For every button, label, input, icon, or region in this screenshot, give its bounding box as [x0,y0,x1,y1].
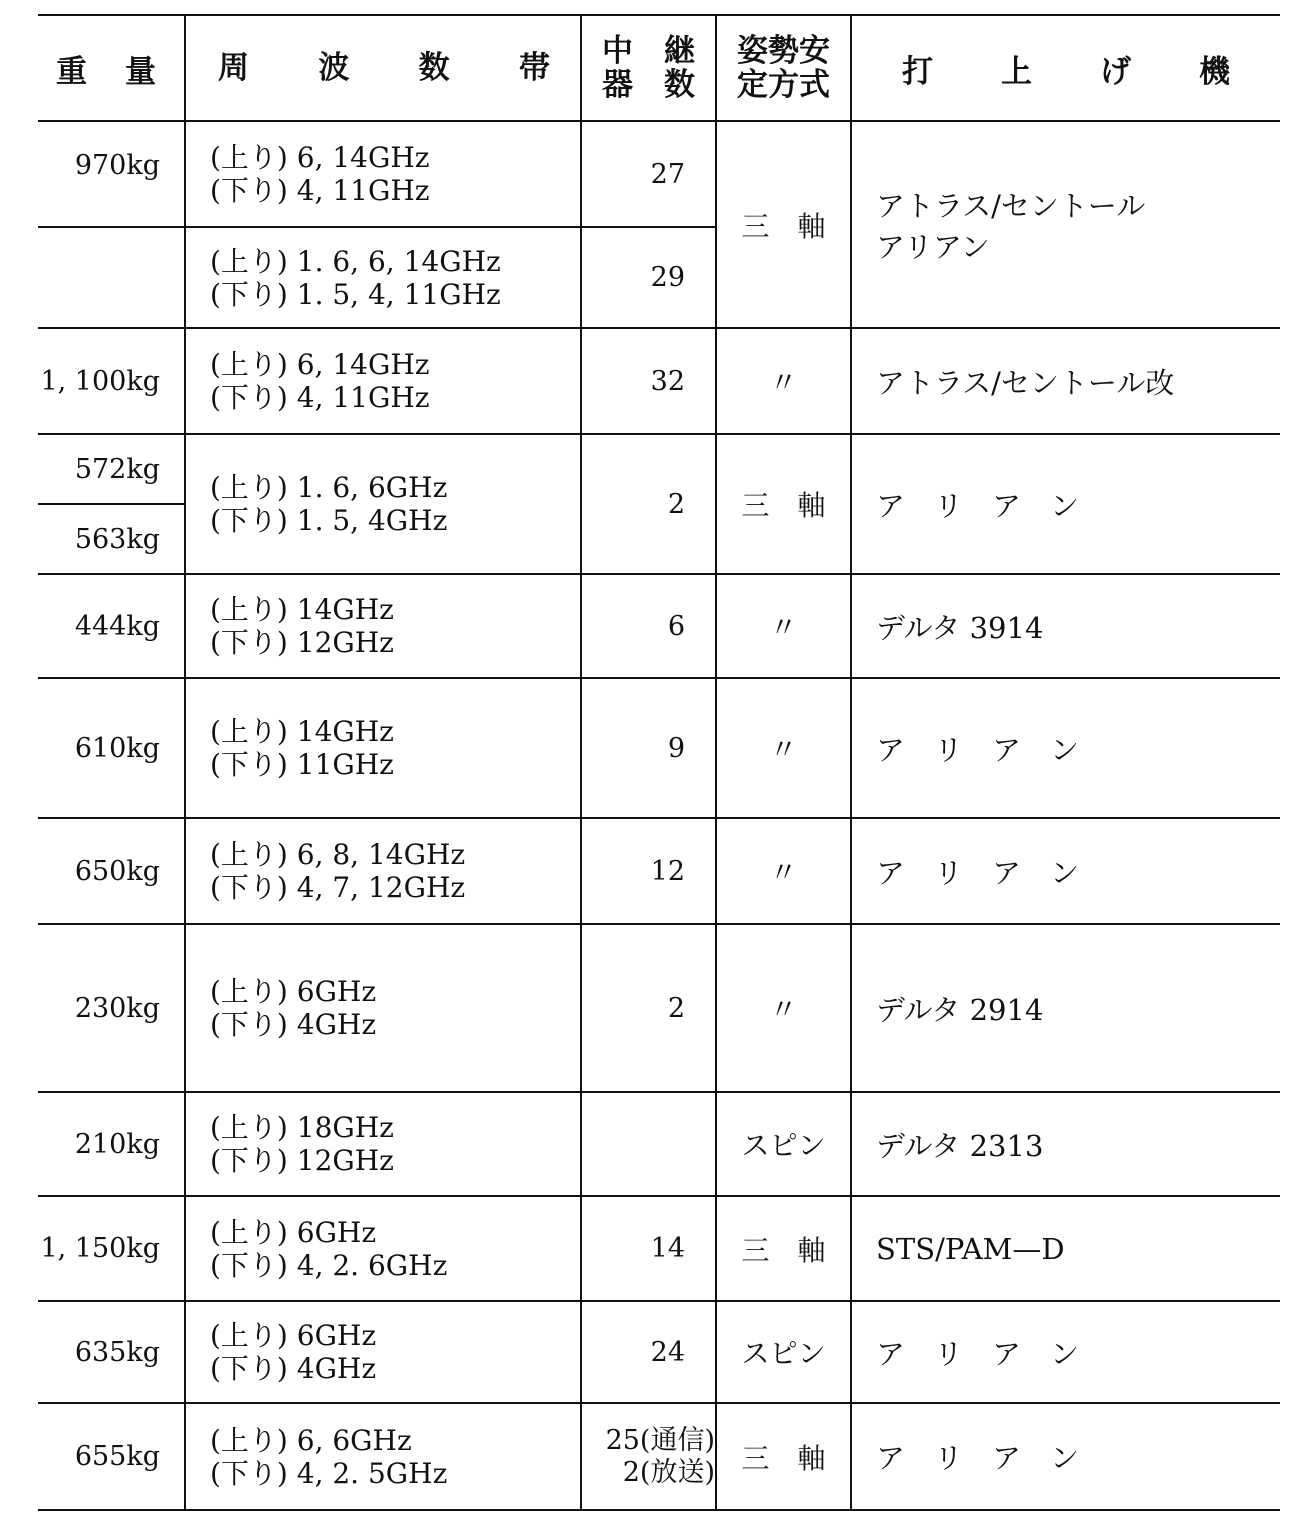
attitude-cell: 〃 [716,328,851,434]
launcher-cell: ア リ ア ン [851,1403,1280,1510]
frequency-cell [185,1196,581,1301]
weight-cell: 210kg [38,1092,185,1196]
frequency-cell [185,818,581,924]
table-row [38,1403,1280,1510]
attitude-cell: 三 軸 [716,1196,851,1301]
attitude-cell: スピン [716,1301,851,1403]
header-attitude-line: 姿勢安 [737,33,830,69]
uplink-text: (上り) 6, 6GHz [210,1423,412,1457]
launcher-text: アリアン [876,229,990,264]
downlink-text: (下り) 4, 11GHz [210,381,430,414]
downlink-text: (下り) 4, 7, 12GHz [210,871,466,904]
attitude-cell: 三 軸 [716,434,851,574]
uplink-text: (上り) 1. 6, 6GHz [210,471,448,504]
header-attitude-line: 定方式 [737,67,830,103]
launcher-text: アトラス/セントール [876,188,1146,223]
frequency-cell [185,328,581,434]
launcher-cell: ア リ ア ン [851,678,1280,818]
attitude-cell: 〃 [716,574,851,678]
table-row [38,678,1280,818]
uplink-text: (上り) 6, 14GHz [210,141,430,174]
table-row [38,1196,1280,1301]
repeater-cell: 6 [581,574,716,678]
weight-cell: 610kg [38,678,185,818]
table-row [38,1301,1280,1403]
downlink-text: (下り) 12GHz [210,1144,394,1177]
launcher-cell: ア リ ア ン [851,434,1280,574]
frequency-cell [185,121,581,227]
uplink-text: (上り) 6, 14GHz [210,348,430,381]
uplink-text: (上り) 6GHz [210,975,377,1008]
header-launcher-char: 機 [1199,53,1230,90]
launcher-cell: ア リ ア ン [851,818,1280,924]
launcher-cell [851,121,1280,328]
uplink-text: (上り) 6GHz [210,1319,377,1352]
weight-cell: 563kg [38,504,185,574]
weight-cell: 970kg [38,121,185,227]
frequency-cell [185,1301,581,1403]
header-weight-char: 量 [125,53,156,90]
downlink-text: (下り) 4GHz [210,1008,377,1041]
launcher-cell: アトラス/セントール改 [851,328,1280,434]
weight-cell: 650kg [38,818,185,924]
repeater-cell: 14 [581,1196,716,1301]
launcher-cell: デルタ 2914 [851,924,1280,1092]
attitude-cell: 〃 [716,924,851,1092]
frequency-cell [185,678,581,818]
downlink-text: (下り) 1. 5, 4, 11GHz [210,277,501,311]
repeater-cell: 24 [581,1301,716,1403]
launcher-cell: ア リ ア ン [851,1301,1280,1403]
weight-cell: 444kg [38,574,185,678]
header-frequency-band [185,15,581,121]
uplink-text: (上り) 1. 6, 6, 14GHz [210,244,501,278]
frequency-cell [185,434,581,574]
repeater-cell: 9 [581,678,716,818]
attitude-cell: スピン [716,1092,851,1196]
header-repeater-count [581,15,716,121]
repeater-cell: 2 [581,434,716,574]
header-row [38,15,1280,121]
repeater-cell [581,1403,716,1510]
downlink-text: (下り) 4, 2. 5GHz [210,1456,448,1490]
header-weight [38,15,185,121]
header-freq-char: 周 [218,49,249,86]
table-row [38,574,1280,678]
header-freq-char: 数 [418,49,450,86]
weight-cell: 635kg [38,1301,185,1403]
downlink-text: (下り) 11GHz [210,748,394,781]
uplink-text: (上り) 6, 8, 14GHz [210,838,466,871]
launcher-cell: デルタ 2313 [851,1092,1280,1196]
header-attitude-control [716,15,851,121]
table-row [38,924,1280,1092]
header-weight-char: 重 [56,53,87,90]
weight-cell: 1, 150kg [38,1196,185,1301]
frequency-cell [185,574,581,678]
table-row [38,818,1280,924]
frequency-cell [185,227,581,328]
header-repeater-line: 中 継 [602,33,695,69]
satellite-spec-table [38,14,1280,1511]
header-freq-char: 波 [318,49,350,86]
uplink-text: (上り) 14GHz [210,593,394,626]
weight-cell: 572kg [38,434,185,504]
downlink-text: (下り) 4, 11GHz [210,174,430,207]
uplink-text: (上り) 6GHz [210,1215,377,1249]
table-row [38,328,1280,434]
uplink-text: (上り) 14GHz [210,715,394,748]
attitude-cell: 三 軸 [716,121,851,328]
frequency-cell [185,1092,581,1196]
attitude-cell: 〃 [716,818,851,924]
repeater-cell: 29 [581,227,716,328]
frequency-cell [185,1403,581,1510]
header-launcher-char: 打 [902,53,933,90]
table-row [38,121,1280,227]
attitude-cell: 〃 [716,678,851,818]
header-repeater-line: 器 数 [602,67,695,103]
header-launcher-char: げ [1100,53,1131,90]
downlink-text: (下り) 4, 2. 6GHz [210,1248,448,1282]
repeater-cell [581,1092,716,1196]
repeater-cell: 27 [581,121,716,227]
attitude-cell: 三 軸 [716,1403,851,1510]
weight-cell: 655kg [38,1403,185,1510]
repeater-comm-text: 25(通信) [605,1424,715,1456]
launcher-cell: デルタ 3914 [851,574,1280,678]
frequency-cell [185,924,581,1092]
repeater-broadcast-text: 2(放送) [622,1456,715,1488]
repeater-cell: 2 [581,924,716,1092]
uplink-text: (上り) 18GHz [210,1111,394,1144]
header-launch-vehicle [851,15,1280,121]
downlink-text: (下り) 1. 5, 4GHz [210,504,448,537]
header-launcher-char: 上 [1001,53,1032,90]
weight-cell [38,227,185,328]
repeater-cell: 12 [581,818,716,924]
table-row [38,434,1280,504]
table-row [38,1092,1280,1196]
weight-cell: 1, 100kg [38,328,185,434]
header-freq-char: 帯 [518,49,550,86]
downlink-text: (下り) 12GHz [210,626,394,659]
repeater-cell: 32 [581,328,716,434]
weight-cell: 230kg [38,924,185,1092]
launcher-cell: STS/PAM—D [851,1196,1280,1301]
downlink-text: (下り) 4GHz [210,1352,377,1385]
